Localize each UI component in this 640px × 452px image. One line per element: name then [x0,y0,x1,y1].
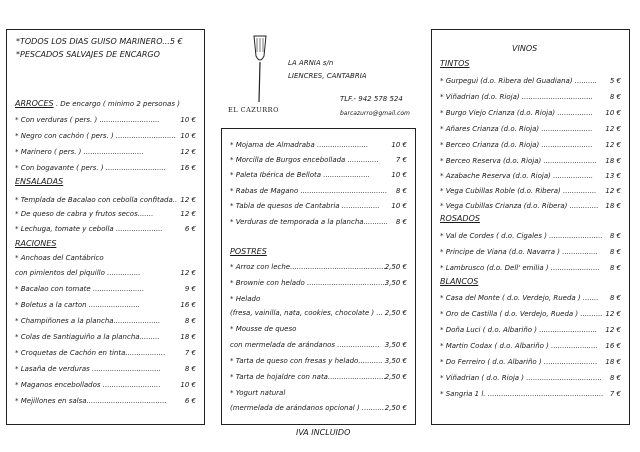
arroces-heading: ARROCES [15,99,54,108]
item-price: 10 € [180,132,196,140]
item-price: 16 € [180,164,196,172]
item-price: 12 € [605,326,621,334]
item-name: * Lechuga, tomate y cebolla ..................... [15,225,163,233]
item-price: 12 € [180,196,196,204]
raciones-heading: RACIONES [15,239,57,248]
menu-row [15,397,196,409]
item-name: * Bacalao con tomate ....................... [15,285,145,293]
logo-address1: LA ARNIA s/n [288,59,334,67]
menu-row [15,196,196,208]
menu-row [230,325,407,337]
item-price: 8 € [395,187,407,195]
item-price: 5 € [609,77,621,85]
menu-row [15,116,196,128]
menu-row [230,389,407,401]
item-name: * Tarta de queso con fresas y helado........... [230,357,383,365]
menu-row [230,341,407,353]
item-name: * Colas de Santiaguiño a la plancha......... [15,333,160,341]
item-price: 10 € [391,202,407,210]
menu-row [230,263,407,275]
item-name: (mermelada de arándanos opcional ) .......... [230,404,385,412]
menu-row [15,210,196,222]
item-name: * Berceo Reserva (d.o. Rioja) ........................ [440,157,597,165]
logo-name: EL CAZURRO [228,106,279,114]
item-name: * Arroz con leche............................................ [230,263,388,271]
item-name: * Casa del Monte ( d.o. Verdejo, Rueda ) ....... [440,294,599,302]
menu-row [440,141,621,153]
menu-row [440,93,621,105]
notice-guiso: *TODOS LOS DIAS GUISO MARINERO...5 € [16,37,183,46]
item-name: * Burgo Viejo Crianza (d.o. Rioja) ................ [440,109,593,117]
menu-row [15,333,196,345]
item-price: 2,50 € [384,404,407,412]
menu-row [230,373,407,385]
menu-row [230,309,407,321]
menu-row [440,109,621,121]
menu-row [15,349,196,361]
item-name: * Mousse de queso [230,325,297,333]
menu-row [440,202,621,214]
item-name: * Añares Crianza (d.o. Rioja) ....................... [440,125,593,133]
item-name: con pimientos del piquillo ............... [15,269,141,277]
item-name: * Viñadrian (d.o. Rioja) ................................ [440,93,594,101]
menu-row [440,125,621,137]
item-name: (fresa, vainilla, nata, cookies, chocolate ) ... [230,309,384,317]
item-name: * Maganos encebollados .......................... [15,381,161,389]
item-price: 12 € [605,310,621,318]
item-price: 12 € [180,148,196,156]
item-name: * Mojama de Almadraba ....................... [230,141,369,149]
item-name: * Azabache Reserva (d.o. Rioja) .................. [440,172,594,180]
item-price: 8 € [609,374,621,382]
menu-row [440,310,621,322]
item-name: * Helado [230,295,261,303]
item-price: 9 € [184,285,196,293]
menu-row [230,279,407,291]
menu-row [230,404,407,416]
item-price: 10 € [180,116,196,124]
item-name: * Val de Cordes ( d.o. Cigales ) ........................ [440,232,603,240]
item-name: * Brownie con helado .................................... [230,279,388,287]
menu-row [440,390,621,402]
item-name: * Negro con cachón ( pers. ) ........................... [15,132,176,140]
menu-row [440,157,621,169]
item-name: * Sangria 1 l. .................................................... [440,390,604,398]
menu-row [15,381,196,393]
item-name: * Viñadrian ( d.o. Rioja ) .................................. [440,374,602,382]
menu-row [440,248,621,260]
item-price: 10 € [391,141,407,149]
menu-row [15,225,196,237]
menu-row [15,148,196,160]
item-name: * Principe de Viana (d.o. Navarra ) ................ [440,248,598,256]
middle-menu-panel [221,128,416,425]
menu-row [440,326,621,338]
menu-row [15,164,196,176]
item-name: * Gurpegui (d.o. Ribera del Guadiana) .......... [440,77,598,85]
menu-row [230,171,407,183]
menu-row [440,172,621,184]
item-price: 10 € [605,109,621,117]
menu-row [230,295,407,307]
item-price: 8 € [184,365,196,373]
menu-row [15,301,196,313]
item-name: * Oro de Castilla ( d.o. Verdejo, Rueda ) .......... [440,310,603,318]
item-name: * Tabla de quesos de Cantabria ................. [230,202,380,210]
notice-pescados: *PESCADOS SALVAJES DE ENCARGO [16,50,160,59]
item-name: * Doña Luci ( d.o. Albariño ) .......................... [440,326,598,334]
item-name: * Lambrusco (d.o. Dell' emilia ) ...................... [440,264,600,272]
fork-logo-icon [246,34,274,106]
arroces-header [15,100,180,108]
item-name: * Paleta Ibérica de Bellota ..................... [230,171,370,179]
item-name: * Verduras de temporada a la plancha........... [230,218,389,226]
menu-row [230,141,407,153]
item-price: 6 € [184,397,196,405]
menu-row [15,285,196,297]
menu-row [15,132,196,144]
wine-list-panel [431,29,630,425]
menu-row [440,358,621,370]
menu-row [440,294,621,306]
item-price: 13 € [605,172,621,180]
item-price: 12 € [180,269,196,277]
item-name: * Vega Cubillas Roble (d.o. Ribera) ............... [440,187,597,195]
item-name: * Con verduras ( pers. ) ........................... [15,116,160,124]
item-price: 12 € [605,141,621,149]
item-name: * Mejillones en salsa.................................... [15,397,167,405]
tintos-heading: TINTOS [440,59,470,68]
menu-row [440,187,621,199]
item-name: * Vega Cubillas Crianza (d.o. Ribera) ............. [440,202,599,210]
item-name: * Martin Codax ( d.o. Albariño ) ..................... [440,342,598,350]
menu-row [440,77,621,89]
item-price: 8 € [609,232,621,240]
menu-row [440,342,621,354]
item-price: 6 € [184,225,196,233]
item-price: 7 € [184,349,196,357]
item-price: 3,50 € [384,279,407,287]
menu-row [230,357,407,369]
item-price: 8 € [395,218,407,226]
item-price: 18 € [605,358,621,366]
rosados-heading: ROSADOS [440,214,480,223]
menu-row [15,317,196,329]
menu-row [440,232,621,244]
item-name: * Rabas de Magano ....................................... [230,187,388,195]
item-price: 8 € [184,317,196,325]
item-name: * Boletus a la carton ....................... [15,301,140,309]
item-price: 2,50 € [384,309,407,317]
menu-row [440,264,621,276]
item-price: 2,50 € [384,263,407,271]
item-price: 10 € [391,171,407,179]
item-price: 7 € [609,390,621,398]
menu-row [15,254,196,266]
menu-row [230,187,407,199]
item-name: * Croquetas de Cachón en tinta.................. [15,349,166,357]
item-price: 18 € [605,202,621,210]
blancos-heading: BLANCOS [440,277,479,286]
item-name: con mermelada de arándanos ................... [230,341,380,349]
iva-footer: IVA INCLUIDO [296,428,351,437]
logo-address2: LIENCRES, CANTABRIA [288,72,367,80]
item-price: 3,50 € [384,341,407,349]
item-price: 8 € [609,248,621,256]
postres-heading: POSTRES [230,247,267,256]
item-price: 7 € [395,156,407,164]
menu-row [15,365,196,377]
item-name: * Yogurt natural [230,389,286,397]
item-price: 8 € [609,93,621,101]
item-name: * Champiñones a la plancha..................... [15,317,161,325]
item-price: 18 € [180,333,196,341]
item-price: 8 € [609,294,621,302]
item-name: * Lasaña de verduras ............................... [15,365,162,373]
item-name: * Berceo Crianza (d.o. Rioja) ....................... [440,141,593,149]
logo-phone: TLF.- 942 578 524 [340,95,403,103]
item-price: 3,50 € [384,357,407,365]
logo-email: barcazurro@gmail.com [340,110,410,117]
item-name: * Anchoas del Cantábrico [15,254,104,262]
item-price: 2,50 € [384,373,407,381]
item-price: 16 € [180,301,196,309]
item-price: 12 € [605,187,621,195]
item-name: * Morcilla de Burgos encebollada .............. [230,156,379,164]
item-name: * Do Ferreiro ( d.o. Albariño ) ........................ [440,358,598,366]
item-price: 12 € [605,125,621,133]
item-price: 12 € [180,210,196,218]
item-name: * De queso de cabra y frutos secos....... [15,210,154,218]
item-name: * Con bogavante ( pers. ) ........................... [15,164,166,172]
item-name: * Marinero ( pers. ) ........................... [15,148,144,156]
item-price: 8 € [609,264,621,272]
menu-row [440,374,621,386]
vinos-heading: VINOS [512,44,538,53]
menu-row [15,269,196,281]
item-price: 18 € [605,157,621,165]
item-price: 16 € [605,342,621,350]
menu-row [230,202,407,214]
item-price: 10 € [180,381,196,389]
ensaladas-heading: ENSALADAS [15,177,64,186]
arroces-note: . De encargo ( minimo 2 personas ) [55,100,180,108]
item-name: * Templada de Bacalao con cebolla confitada.. [15,196,178,204]
menu-row [230,156,407,168]
item-name: * Tarta de hojaldre con nata.......................... [230,373,386,381]
menu-row [230,218,407,230]
left-menu-panel [6,29,205,425]
